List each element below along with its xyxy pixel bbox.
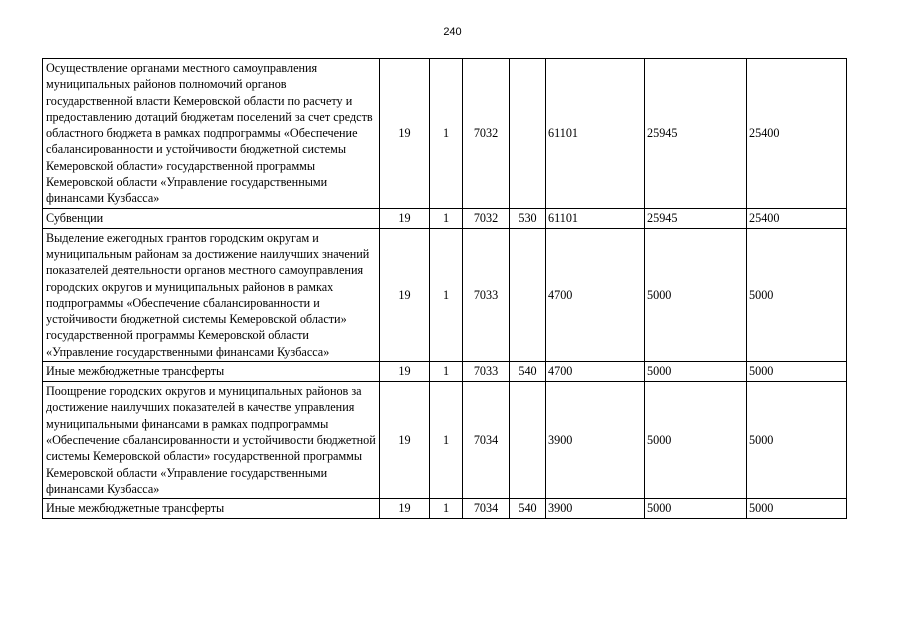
- cell-amount-1: 61101: [546, 59, 645, 209]
- cell-amount-1: 3900: [546, 499, 645, 519]
- row-description: Иные межбюджетные трансферты: [43, 362, 380, 382]
- cell-amount-3: 5000: [747, 362, 847, 382]
- cell-amount-3: 25400: [747, 59, 847, 209]
- table-row: [43, 59, 847, 209]
- cell-code-2: 1: [430, 382, 463, 499]
- cell-code-4: 540: [510, 362, 546, 382]
- cell-code-3: 7032: [463, 208, 510, 228]
- cell-code-1: 19: [380, 208, 430, 228]
- table-row: [43, 208, 847, 228]
- cell-amount-1: 61101: [546, 208, 645, 228]
- cell-code-3: 7032: [463, 59, 510, 209]
- cell-amount-2: 5000: [645, 362, 747, 382]
- cell-amount-1: 4700: [546, 228, 645, 361]
- cell-code-1: 19: [380, 362, 430, 382]
- cell-amount-2: 25945: [645, 59, 747, 209]
- row-description: Иные межбюджетные трансферты: [43, 499, 380, 519]
- row-description: Поощрение городских округов и муниципальных районов за достижение наилучших показателей в качестве управления муниципальными финансами в рамках подпрограммы «Обеспечение сбалансированности и устойчивости бюджетной системы Кемеровской области» государственной программы Кемеровской области «Управление государственными финансами Кузбасса»: [43, 382, 380, 499]
- page-number: 240: [443, 26, 462, 38]
- cell-code-1: 19: [380, 59, 430, 209]
- cell-code-4: [510, 59, 546, 209]
- cell-code-1: 19: [380, 228, 430, 361]
- cell-code-4: [510, 228, 546, 361]
- cell-code-3: 7034: [463, 382, 510, 499]
- cell-amount-2: 5000: [645, 228, 747, 361]
- cell-code-2: 1: [430, 362, 463, 382]
- cell-code-4: 540: [510, 499, 546, 519]
- cell-code-2: 1: [430, 499, 463, 519]
- cell-code-3: 7034: [463, 499, 510, 519]
- cell-code-1: 19: [380, 382, 430, 499]
- table-row: [43, 362, 847, 382]
- budget-table: [42, 58, 847, 519]
- cell-code-1: 19: [380, 499, 430, 519]
- cell-amount-2: 5000: [645, 382, 747, 499]
- cell-code-4: 530: [510, 208, 546, 228]
- cell-amount-3: 5000: [747, 228, 847, 361]
- table-row: [43, 382, 847, 499]
- cell-code-2: 1: [430, 59, 463, 209]
- row-description: Осуществление органами местного самоуправления муниципальных районов полномочий органов государственной власти Кемеровской области по расчету и предоставлению дотаций бюджетам поселений за счет средств областного бюджета в рамках подпрограммы «Обеспечение сбалансированности и устойчивости бюджетной системы Кемеровской области» государственной программы Кемеровской области «Управление государственными финансами Кузбасса»: [43, 59, 380, 209]
- cell-amount-1: 3900: [546, 382, 645, 499]
- cell-code-2: 1: [430, 228, 463, 361]
- cell-amount-3: 5000: [747, 382, 847, 499]
- cell-code-4: [510, 382, 546, 499]
- row-description: Выделение ежегодных грантов городским округам и муниципальным районам за достижение наилучших значений показателей деятельности органов местного самоуправления городских округов и муниципальных районов в рамках подпрограммы «Обеспечение сбалансированности и устойчивости бюджетной системы Кемеровской области» государственной программы Кемеровской области «Управление государственными финансами Кузбасса»: [43, 228, 380, 361]
- row-description: Субвенции: [43, 208, 380, 228]
- cell-amount-3: 25400: [747, 208, 847, 228]
- cell-amount-2: 5000: [645, 499, 747, 519]
- table-row: [43, 499, 847, 519]
- cell-code-2: 1: [430, 208, 463, 228]
- table-row: [43, 228, 847, 361]
- cell-amount-2: 25945: [645, 208, 747, 228]
- cell-amount-1: 4700: [546, 362, 645, 382]
- cell-amount-3: 5000: [747, 499, 847, 519]
- cell-code-3: 7033: [463, 228, 510, 361]
- cell-code-3: 7033: [463, 362, 510, 382]
